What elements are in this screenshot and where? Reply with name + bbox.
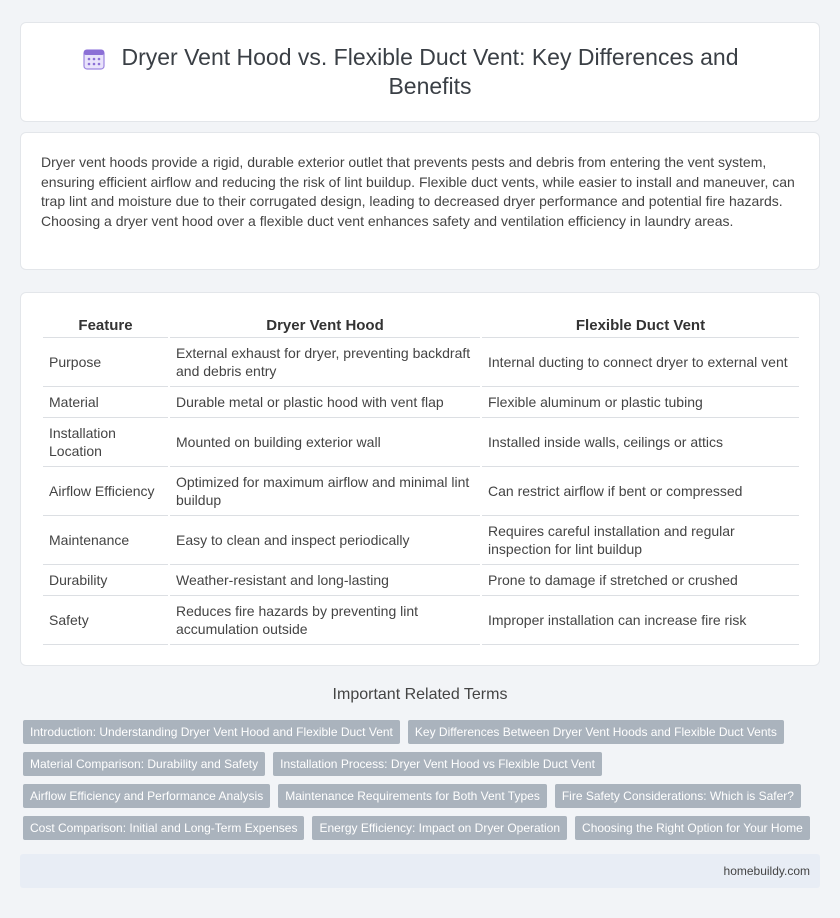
tag-row xyxy=(23,816,823,840)
column-header: Dryer Vent Hood xyxy=(169,313,481,337)
vent-hood-cell: Durable metal or plastic hood with vent flap xyxy=(169,386,481,417)
tag-row xyxy=(23,752,823,776)
vent-hood-cell: Easy to clean and inspect periodically xyxy=(169,515,481,564)
related-term-link[interactable]: Key Differences Between Dryer Vent Hoods and Flexible Duct Vents xyxy=(408,720,784,744)
tag-row xyxy=(23,784,823,808)
intro-card xyxy=(20,132,820,270)
vent-hood-cell: Optimized for maximum airflow and minimal lint buildup xyxy=(169,466,481,515)
comparison-table xyxy=(43,313,799,645)
vent-hood-cell: External exhaust for dryer, preventing backdraft and debris entry xyxy=(169,337,481,386)
table-row xyxy=(43,595,799,644)
related-term-link[interactable]: Installation Process: Dryer Vent Hood vs Flexible Duct Vent xyxy=(273,752,602,776)
feature-cell: Airflow Efficiency xyxy=(43,466,169,515)
vent-hood-cell: Mounted on building exterior wall xyxy=(169,417,481,466)
table-row xyxy=(43,417,799,466)
table-row xyxy=(43,466,799,515)
related-terms-list xyxy=(23,720,823,848)
flexible-duct-cell: Prone to damage if stretched or crushed xyxy=(481,564,799,595)
feature-cell: Installation Location xyxy=(43,417,169,466)
vent-hood-cell: Weather-resistant and long-lasting xyxy=(169,564,481,595)
table-row xyxy=(43,515,799,564)
flexible-duct-cell: Internal ducting to connect dryer to external vent xyxy=(481,337,799,386)
related-term-link[interactable]: Maintenance Requirements for Both Vent Types xyxy=(278,784,547,808)
related-term-link[interactable]: Cost Comparison: Initial and Long-Term Expenses xyxy=(23,816,304,840)
flexible-duct-cell: Installed inside walls, ceilings or attics xyxy=(481,417,799,466)
feature-cell: Material xyxy=(43,386,169,417)
comparison-table-card xyxy=(20,292,820,666)
flexible-duct-cell: Requires careful installation and regular inspection for lint buildup xyxy=(481,515,799,564)
flexible-duct-cell: Improper installation can increase fire risk xyxy=(481,595,799,644)
related-term-link[interactable]: Introduction: Understanding Dryer Vent Hood and Flexible Duct Vent xyxy=(23,720,400,744)
related-term-link[interactable]: Airflow Efficiency and Performance Analysis xyxy=(23,784,270,808)
page-title: Dryer Vent Hood vs. Flexible Duct Vent: Key Differences and Benefits xyxy=(121,44,739,99)
related-term-link[interactable]: Energy Efficiency: Impact on Dryer Operation xyxy=(312,816,567,840)
tag-row xyxy=(23,720,823,744)
feature-cell: Durability xyxy=(43,564,169,595)
flexible-duct-cell: Can restrict airflow if bent or compressed xyxy=(481,466,799,515)
related-terms-heading: Important Related Terms xyxy=(332,686,508,703)
table-row xyxy=(43,386,799,417)
table-row xyxy=(43,337,799,386)
table-header-row xyxy=(43,313,799,337)
feature-cell: Maintenance xyxy=(43,515,169,564)
related-term-link[interactable]: Fire Safety Considerations: Which is Safer? xyxy=(555,784,801,808)
vent-hood-cell: Reduces fire hazards by preventing lint accumulation outside xyxy=(169,595,481,644)
intro-paragraph: Dryer vent hoods provide a rigid, durable exterior outlet that prevents pests and debris from entering the vent system, ensuring efficient airflow and reducing the risk of lint buildup. Flexible duct vents, while easier to install and maneuver, can trap lint and moisture due to their corrugated design, leading to decreased dryer performance and potential fire hazards. Choosing a dryer vent hood over a flexible duct vent enhances safety and ventilation efficiency in laundry areas. xyxy=(41,154,795,229)
column-header: Feature xyxy=(43,313,169,337)
column-header: Flexible Duct Vent xyxy=(481,313,799,337)
flexible-duct-cell: Flexible aluminum or plastic tubing xyxy=(481,386,799,417)
feature-cell: Safety xyxy=(43,595,169,644)
related-term-link[interactable]: Choosing the Right Option for Your Home xyxy=(575,816,810,840)
table-row xyxy=(43,564,799,595)
footer xyxy=(20,854,820,888)
related-term-link[interactable]: Material Comparison: Durability and Safety xyxy=(23,752,265,776)
feature-cell: Purpose xyxy=(43,337,169,386)
header-card xyxy=(20,22,820,122)
footer-site-link[interactable]: homebuildy.com xyxy=(723,864,810,878)
